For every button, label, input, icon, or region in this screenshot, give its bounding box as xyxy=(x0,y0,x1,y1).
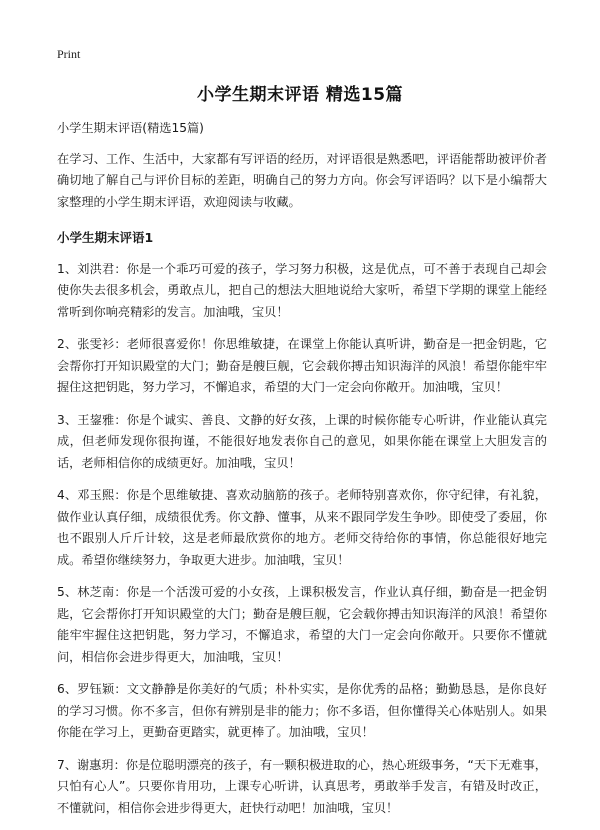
article-body xyxy=(57,118,547,830)
comment-paragraph-6: 6、罗钰颖：文文静静是你美好的气质；朴朴实实，是你优秀的品格；勤勤恳恳，是你良好的学习习惯。你不多言，但你有辨别是非的能力；你不多语，但你懂得关心体贴别人。如果你能在学习上，更勤奋更踏实，就更棒了。加油哦，宝贝！ xyxy=(57,682,547,739)
comment-paragraph-5: 5、林芝南：你是一个活泼可爱的小女孩，上课积极发言，作业认真仔细，勤奋是一把金钥匙，它会帮你打开知识殿堂的大门；勤奋是艘巨舰，它会载你搏击知识海洋的风浪！希望你能牢牢握住这把钥匙，努力学习，不懈追求，希望的大门一定会向你敞开。只要你不懂就问，相信你会进步得更大，加油哦，宝贝！ xyxy=(57,585,547,664)
article-subtitle: 小学生期末评语(精选15篇) xyxy=(57,121,204,135)
comment-paragraph-4: 4、邓玉熙：你是个思维敏捷、喜欢动脑筋的孩子。老师特别喜欢你，你守纪律，有礼貌，做作业认真仔细，成绩很优秀。你文静、懂事，从来不跟同学发生争吵。即使受了委屈，你也不跟别人斤斤计较，这是老师最欣赏你的地方。老师交待给你的事情，你总能很好地完成。希望你继续努力，争取更大进步。加油哦，宝贝！ xyxy=(57,488,547,567)
comment-paragraph-1: 1、刘洪君：你是一个乖巧可爱的孩子，学习努力积极，这是优点，可不善于表现自己却会使你失去很多机会，勇敢点儿，把自己的想法大胆地说给大家听，希望下学期的课堂上能经常听到你响亮精彩的发言。加油哦，宝贝！ xyxy=(57,261,547,319)
section-heading: 小学生期末评语1 xyxy=(57,230,154,245)
page-title: 小学生期末评语 精选15篇 xyxy=(196,85,404,105)
comment-paragraph-7: 7、谢惠玥：你是位聪明漂亮的孩子，有一颗积极进取的心，热心班级事务，“天下无难事，只怕有心人”。只要你肯用功，上课专心听讲，认真思考，勇敢举手发言，有错及时改正，不懂就问，相信你会进步得更大，赶快行动吧！加油哦，宝贝！ xyxy=(57,757,547,815)
comment-paragraph-3: 3、王鋆雅：你是个诚实、善良、文静的好女孩，上课的时候你能专心听讲，作业能认真完成，但老师发现你很拘谨，不能很好地发表你自己的意见，如果你能在课堂上大胆发言的话，老师相信你的成绩更好。加油哦，宝贝！ xyxy=(57,412,547,470)
print-link[interactable]: Print xyxy=(57,47,81,61)
intro-paragraph: 在学习、工作、生活中，大家都有写评语的经历，对评语很是熟悉吧，评语能帮助被评价者确切地了解自己与评价目标的差距，明确自己的努力方向。你会写评语吗？以下是小编帮大家整理的小学生期末评语，欢迎阅读与收藏。 xyxy=(57,151,547,209)
comment-paragraph-2: 2、张雯衫：老师很喜爱你！你思维敏捷，在课堂上你能认真听讲，勤奋是一把金钥匙，它会帮你打开知识殿堂的大门；勤奋是艘巨舰，它会载你搏击知识海洋的风浪！希望你能牢牢握住这把钥匙，努力学习，不懈追求，希望的大门一定会向你敞开。加油哦，宝贝！ xyxy=(57,337,547,394)
